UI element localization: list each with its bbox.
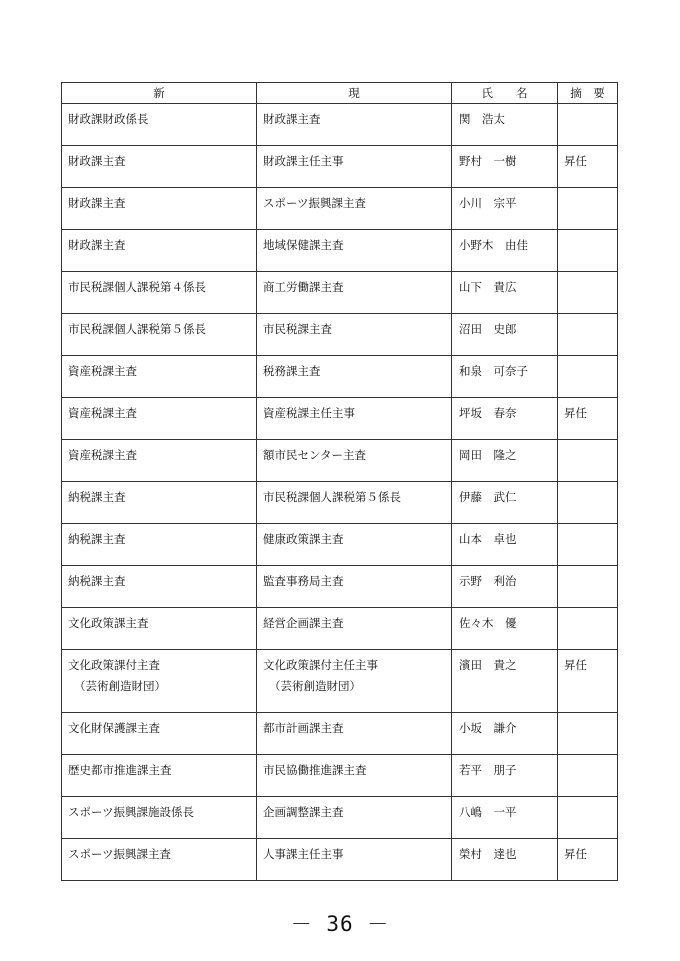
table-row xyxy=(62,188,618,230)
note-cell xyxy=(558,104,618,146)
current-position-cell xyxy=(257,146,452,188)
current-position: 資産税課主任主事 xyxy=(263,406,355,420)
new-position: 市民税課個人課税第５係長 xyxy=(68,322,206,336)
note xyxy=(558,104,617,109)
current-position-cell xyxy=(257,608,452,650)
note-cell xyxy=(558,398,618,440)
person-name: 小川 宗平 xyxy=(459,196,517,210)
current-position-cell xyxy=(257,440,452,482)
table-row xyxy=(62,608,618,650)
table-row xyxy=(62,272,618,314)
person-name-cell xyxy=(452,713,558,755)
header-name: 氏 名 xyxy=(452,83,558,104)
person-name: 山本 卓也 xyxy=(459,532,517,546)
new-position-cell xyxy=(62,398,257,440)
personnel-table xyxy=(61,82,618,881)
person-name-cell xyxy=(452,440,558,482)
person-name-cell xyxy=(452,650,558,713)
header-new: 新 xyxy=(62,83,257,104)
note: 昇任 xyxy=(564,847,587,861)
person-name-cell xyxy=(452,146,558,188)
new-position: 歴史都市推進課主査 xyxy=(68,763,172,777)
new-position: 財政課主査 xyxy=(68,238,126,252)
current-position-cell xyxy=(257,188,452,230)
current-position: 額市民センター主査 xyxy=(263,448,367,462)
current-position-cell xyxy=(257,314,452,356)
new-position-cell xyxy=(62,839,257,881)
note xyxy=(558,230,617,235)
current-position: 人事課主任主事 xyxy=(263,847,344,861)
note-cell xyxy=(558,797,618,839)
person-name-cell xyxy=(452,230,558,272)
table-row xyxy=(62,524,618,566)
current-position: 市民税課主査 xyxy=(263,322,332,336)
person-name: 伊藤 武仁 xyxy=(459,490,517,504)
note xyxy=(558,713,617,718)
current-position: 都市計画課主査 xyxy=(263,721,344,735)
note-cell xyxy=(558,440,618,482)
current-position-cell xyxy=(257,797,452,839)
new-position: 文化政策課主査 xyxy=(68,616,149,630)
person-name: 若平 朋子 xyxy=(459,763,517,777)
page-number: － 36 － xyxy=(290,912,390,936)
new-position-cell xyxy=(62,440,257,482)
current-position: 地域保健課主査 xyxy=(263,238,344,252)
new-position-cell xyxy=(62,188,257,230)
note-cell xyxy=(558,650,618,713)
note: 昇任 xyxy=(564,406,587,420)
note xyxy=(558,356,617,361)
header-current: 現 xyxy=(257,83,452,104)
current-position: 市民協働推進課主査 xyxy=(263,763,367,777)
person-name-cell xyxy=(452,755,558,797)
person-name: 示野 利治 xyxy=(459,574,517,588)
person-name-cell xyxy=(452,839,558,881)
current-position-cell xyxy=(257,524,452,566)
current-position-cell xyxy=(257,839,452,881)
new-position-cell xyxy=(62,104,257,146)
new-position: 財政課主査 xyxy=(68,196,126,210)
current-position-cell xyxy=(257,356,452,398)
person-name: 坪坂 春奈 xyxy=(459,406,517,420)
person-name: 関 浩太 xyxy=(459,112,505,126)
current-position-cell xyxy=(257,713,452,755)
current-position-cell xyxy=(257,566,452,608)
table-row xyxy=(62,146,618,188)
note-cell xyxy=(558,272,618,314)
person-name: 八嶋 一平 xyxy=(459,805,517,819)
table-row xyxy=(62,356,618,398)
person-name: 和泉 可奈子 xyxy=(459,364,528,378)
new-position-cell xyxy=(62,356,257,398)
new-position-cell xyxy=(62,797,257,839)
new-position-cell xyxy=(62,272,257,314)
note-cell xyxy=(558,314,618,356)
note xyxy=(558,524,617,529)
current-position-cell xyxy=(257,650,452,713)
table-row xyxy=(62,104,618,146)
new-position: 納税課主査 xyxy=(68,490,126,504)
header-note: 摘 要 xyxy=(558,83,618,104)
table-row xyxy=(62,797,618,839)
current-position-cell xyxy=(257,230,452,272)
person-name-cell xyxy=(452,524,558,566)
table-row xyxy=(62,314,618,356)
note: 昇任 xyxy=(564,658,587,672)
note xyxy=(558,188,617,193)
current-position-cell xyxy=(257,272,452,314)
current-position: 監査事務局主査 xyxy=(263,574,344,588)
note xyxy=(558,566,617,571)
person-name-cell xyxy=(452,482,558,524)
new-position-cell xyxy=(62,713,257,755)
person-name: 小野木 由佳 xyxy=(459,238,528,252)
note xyxy=(558,440,617,445)
new-position-cell xyxy=(62,146,257,188)
new-position: スポーツ振興課施設係長 xyxy=(68,805,195,819)
new-position: 文化政策課付主査 xyxy=(68,658,160,672)
person-name: 山下 貴広 xyxy=(459,280,517,294)
note-cell xyxy=(558,482,618,524)
table-row xyxy=(62,755,618,797)
person-name-cell xyxy=(452,566,558,608)
person-name: 野村 一樹 xyxy=(459,154,517,168)
current-position-cell xyxy=(257,398,452,440)
table-row xyxy=(62,230,618,272)
new-position-cell xyxy=(62,524,257,566)
person-name: 沼田 史郎 xyxy=(459,322,517,336)
person-name: 榮村 達也 xyxy=(459,847,517,861)
current-position-cell xyxy=(257,482,452,524)
current-position: 経営企画課主査 xyxy=(263,616,344,630)
note-cell xyxy=(558,356,618,398)
person-name-cell xyxy=(452,272,558,314)
current-position-note: （芸術創造財団） xyxy=(269,679,361,693)
new-position-cell xyxy=(62,230,257,272)
current-position: 財政課主任主事 xyxy=(263,154,344,168)
note-cell xyxy=(558,188,618,230)
person-name-cell xyxy=(452,356,558,398)
person-name: 濱田 貴之 xyxy=(459,658,517,672)
person-name: 小坂 謙介 xyxy=(459,721,517,735)
new-position: スポーツ振興課主査 xyxy=(68,847,172,861)
note: 昇任 xyxy=(564,154,587,168)
table-row xyxy=(62,713,618,755)
person-name-cell xyxy=(452,314,558,356)
current-position-cell xyxy=(257,755,452,797)
new-position-cell xyxy=(62,314,257,356)
new-position-cell xyxy=(62,650,257,713)
table-row xyxy=(62,839,618,881)
current-position: 税務課主査 xyxy=(263,364,321,378)
current-position: 企画調整課主査 xyxy=(263,805,344,819)
note xyxy=(558,608,617,613)
table-row xyxy=(62,566,618,608)
new-position: 資産税課主査 xyxy=(68,364,137,378)
person-name-cell xyxy=(452,398,558,440)
note xyxy=(558,797,617,802)
note xyxy=(558,755,617,760)
note-cell xyxy=(558,755,618,797)
table-row xyxy=(62,650,618,713)
new-position-cell xyxy=(62,482,257,524)
note-cell xyxy=(558,524,618,566)
note xyxy=(558,482,617,487)
current-position: スポーツ振興課主査 xyxy=(263,196,367,210)
person-name: 岡田 隆之 xyxy=(459,448,517,462)
note-cell xyxy=(558,146,618,188)
table-row xyxy=(62,440,618,482)
current-position: 健康政策課主査 xyxy=(263,532,344,546)
header-row xyxy=(62,83,618,104)
new-position: 財政課主査 xyxy=(68,154,126,168)
note-cell xyxy=(558,230,618,272)
current-position: 財政課主査 xyxy=(263,112,321,126)
person-name-cell xyxy=(452,188,558,230)
new-position-cell xyxy=(62,566,257,608)
person-name: 佐々木 優 xyxy=(459,616,517,630)
new-position: 文化財保護課主査 xyxy=(68,721,160,735)
new-position-cell xyxy=(62,608,257,650)
note-cell xyxy=(558,839,618,881)
note-cell xyxy=(558,608,618,650)
note xyxy=(558,272,617,277)
current-position: 商工労働課主査 xyxy=(263,280,344,294)
new-position: 資産税課主査 xyxy=(68,448,137,462)
new-position: 財政課財政係長 xyxy=(68,112,149,126)
current-position: 文化政策課付主任主事 xyxy=(263,658,378,672)
person-name-cell xyxy=(452,797,558,839)
new-position: 納税課主査 xyxy=(68,574,126,588)
current-position: 市民税課個人課税第５係長 xyxy=(263,490,401,504)
new-position-note: （芸術創造財団） xyxy=(74,679,166,693)
note xyxy=(558,314,617,319)
new-position: 市民税課個人課税第４係長 xyxy=(68,280,206,294)
table-row xyxy=(62,482,618,524)
new-position-cell xyxy=(62,755,257,797)
person-name-cell xyxy=(452,608,558,650)
new-position: 資産税課主査 xyxy=(68,406,137,420)
table-row xyxy=(62,398,618,440)
current-position-cell xyxy=(257,104,452,146)
person-name-cell xyxy=(452,104,558,146)
note-cell xyxy=(558,566,618,608)
new-position: 納税課主査 xyxy=(68,532,126,546)
note-cell xyxy=(558,713,618,755)
